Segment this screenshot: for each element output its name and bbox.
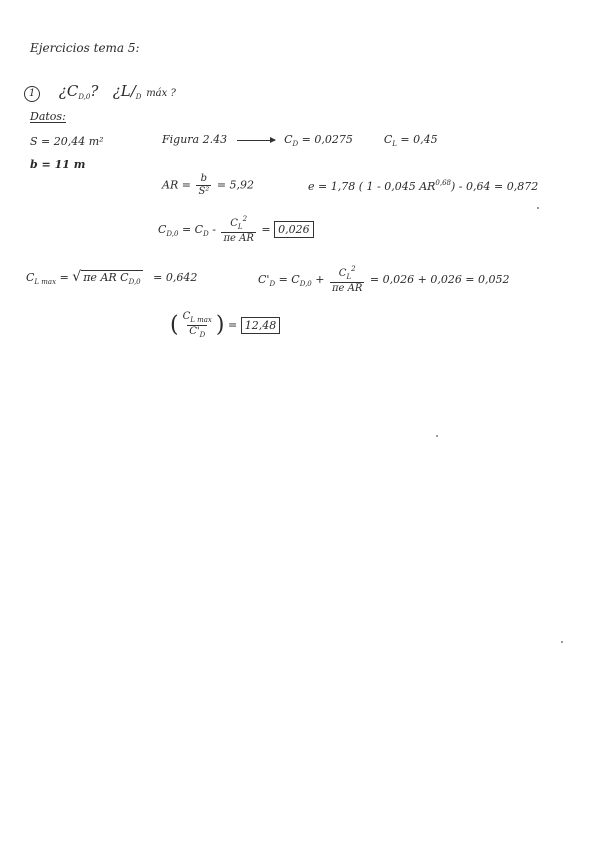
ld-max-result: 12,48 (241, 317, 281, 334)
figure-cl: $C_L = 0,45$ (383, 133, 438, 148)
datos-s: S = 20,44 m² (30, 135, 104, 148)
arrow-icon (237, 140, 275, 141)
figure-ref: Figura 2.43 (162, 133, 228, 146)
figure-line (162, 134, 438, 148)
ar-equation: AR = $\frac{b}{\text{S²}}$ = 5,92 (162, 173, 255, 197)
cd0-result: 0,026 (274, 221, 314, 238)
cdprime-equation: $C'_D = C_{D,0}$ + $\frac{C_L^2}{\text{πe AR}}$ = 0,026 + 0,026 = 0,052 (258, 265, 510, 294)
scan-speck (436, 435, 438, 437)
cd0-equation: $C_{D,0} = C_D$ - $\frac{C_L^2}{\text{πe AR}}$ = 0,026 (158, 216, 314, 244)
datos-label: Datos: (30, 110, 66, 123)
clmax-equation: $C_{L max}$ = √ πe AR $C_{D,0}$ = 0,642 (26, 269, 198, 286)
figure-cd: $C_D = 0,0275$ (284, 133, 353, 148)
cdprime-fraction: $\frac{C_L^2}{\text{πe AR}}$ (331, 265, 363, 294)
problem-number: 1 (24, 86, 40, 102)
scan-speck (537, 207, 539, 209)
sqrt-icon: √ (72, 269, 82, 285)
problem-heading (24, 84, 176, 102)
datos-b: b = 11 m (30, 158, 86, 171)
question-cd0: ¿$C_{D,0}$? (58, 82, 99, 101)
oswald-e-equation: e = 1,78 ( 1 - 0,045 AR$^{0,68}$) - 0,64 = 0,872 (308, 179, 539, 193)
cd0-fraction: $\frac{C_L^2}{\text{πe AR}}$ (223, 215, 254, 244)
ld-max-equation: ( $\frac{C_{L max}}{C'_D}$ ) = 12,48 (170, 312, 280, 339)
question-ld-max: ¿$L/_D$ máx ? (112, 82, 176, 101)
ld-fraction: $\frac{C_{L max}}{C'_D}$ (182, 311, 212, 339)
scan-speck (561, 641, 563, 643)
page-title: Ejercicios tema 5: (30, 41, 140, 55)
ar-fraction: $\frac{b}{\text{S²}}$ (198, 173, 210, 197)
